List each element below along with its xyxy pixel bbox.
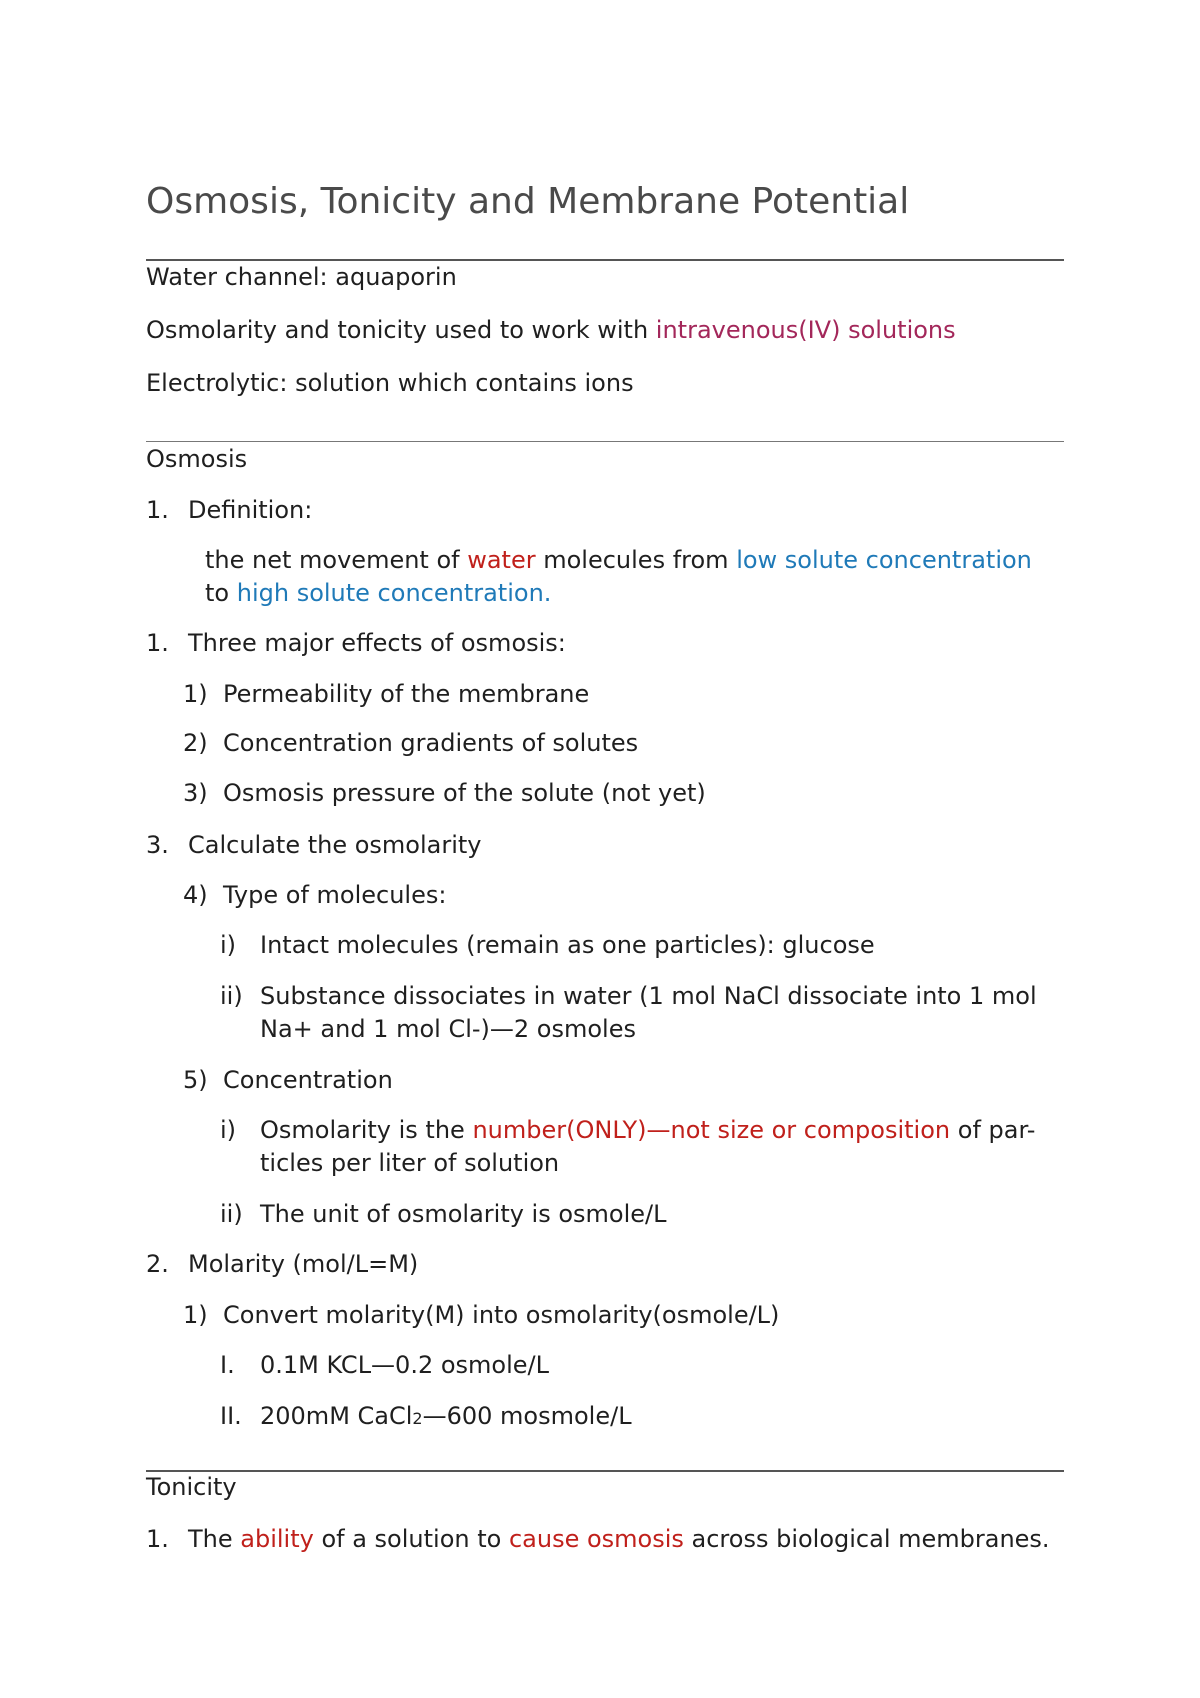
- effect-item: Permeability of the membrane: [223, 680, 590, 708]
- definition-line-2: to high solute concentration.: [205, 579, 552, 607]
- calculate-label: Calculate the osmolarity: [188, 831, 482, 859]
- effect-item: Concentration gradients of solutes: [223, 729, 639, 757]
- definition-label: Definition:: [188, 496, 313, 524]
- list-number: 1.: [146, 1525, 169, 1553]
- list-number: ii): [220, 1200, 243, 1228]
- list-number: II.: [220, 1402, 242, 1430]
- intro-line-1: Water channel: aquaporin: [146, 263, 457, 291]
- example-item: 0.1M KCL—0.2 osmole/L: [260, 1351, 549, 1379]
- molarity-label: Molarity (mol/L=M): [188, 1250, 419, 1278]
- example-item: 200mM CaCl2—600 mosmole/L: [260, 1402, 632, 1430]
- convert-label: Convert molarity(M) into osmolarity(osmole/L): [223, 1301, 780, 1329]
- list-number: 2): [183, 729, 208, 757]
- list-number: I.: [220, 1351, 235, 1379]
- tonicity-divider: [146, 1470, 1064, 1472]
- list-number: 2.: [146, 1250, 169, 1278]
- list-number: 1): [183, 680, 208, 708]
- list-number: ii): [220, 982, 243, 1010]
- list-number: 5): [183, 1066, 208, 1094]
- list-number: 1): [183, 1301, 208, 1329]
- list-number: 4): [183, 881, 208, 909]
- osmosis-divider: [146, 441, 1064, 442]
- intro-line-2: Osmolarity and tonicity used to work with intravenous(IV) solutions: [146, 316, 956, 344]
- concentration-item: The unit of osmolarity is osmole/L: [260, 1200, 667, 1228]
- list-number: i): [220, 1116, 237, 1144]
- effects-label: Three major effects of osmosis:: [188, 629, 566, 657]
- title-divider: [146, 259, 1064, 261]
- effect-item: Osmosis pressure of the solute (not yet): [223, 779, 706, 807]
- concentration-item-cont: ticles per liter of solution: [260, 1149, 560, 1177]
- concentration-item: Osmolarity is the number(ONLY)—not size or composition of par-: [260, 1116, 1036, 1144]
- page-title: Osmosis, Tonicity and Membrane Potential: [146, 181, 910, 222]
- list-number: 1.: [146, 629, 169, 657]
- concentration-label: Concentration: [223, 1066, 393, 1094]
- highlight-iv-solutions: intravenous(IV) solutions: [655, 316, 956, 344]
- type-item: Substance dissociates in water (1 mol NaCl dissociate into 1 mol: [260, 982, 1037, 1010]
- type-of-molecules-label: Type of molecules:: [223, 881, 447, 909]
- osmosis-heading: Osmosis: [146, 445, 248, 473]
- intro-line-3: Electrolytic: solution which contains ions: [146, 369, 634, 397]
- type-item-cont: Na+ and 1 mol Cl-)—2 osmoles: [260, 1015, 636, 1043]
- definition-line-1: the net movement of water molecules from low solute concentration: [205, 546, 1032, 574]
- list-number: 3.: [146, 831, 169, 859]
- list-number: 3): [183, 779, 208, 807]
- list-number: i): [220, 931, 237, 959]
- tonicity-definition: The ability of a solution to cause osmosis across biological membranes.: [188, 1525, 1050, 1553]
- type-item: Intact molecules (remain as one particles): glucose: [260, 931, 875, 959]
- tonicity-heading: Tonicity: [146, 1473, 237, 1501]
- list-number: 1.: [146, 496, 169, 524]
